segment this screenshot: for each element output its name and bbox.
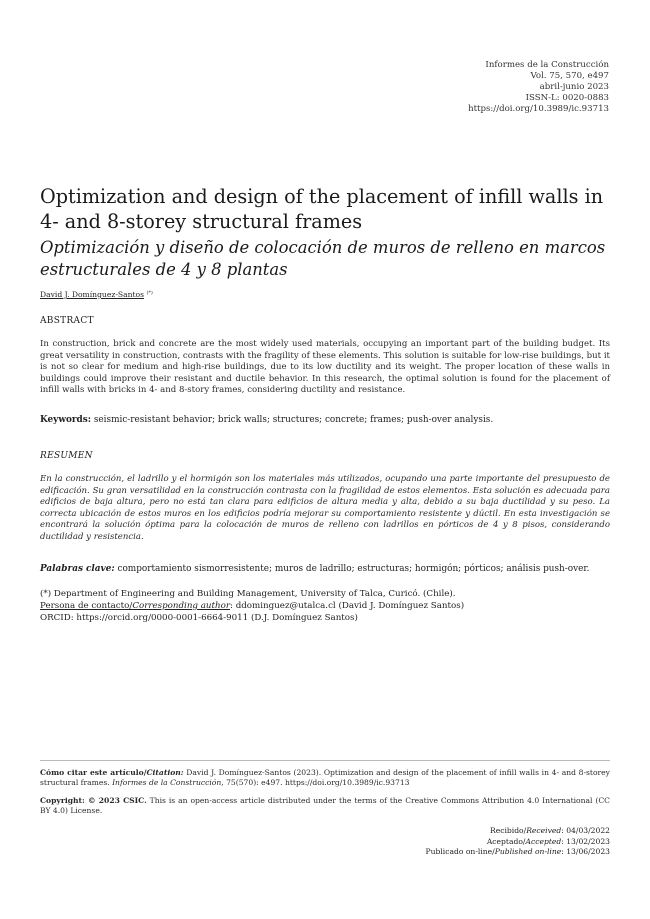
affiliation-dept: (*) Department of Engineering and Building Management, University of Talca, Curicó. (Chile). [40,589,456,599]
journal-period: abril-junio 2023 [539,82,609,92]
citation-block [40,768,610,789]
citation-label-en: Citation: [146,768,184,777]
contact-value: : ddominguez@utalca.cl (David J. Domínguez Santos) [230,600,465,611]
contact-label-es: Persona de contacto/ [40,600,133,611]
published-label: Publicado on-line/ [425,847,495,857]
contact-label-en: Corresponding author [132,600,230,611]
keywords-label: Keywords: [40,415,92,425]
published-date: : 13/06/2023 [561,847,610,857]
accepted-date: : 13/02/2023 [561,836,610,846]
received-label-en: Received [526,826,562,835]
author-name-link[interactable]: David J. Domínguez-Santos [40,290,145,299]
palabras-clave-line [40,563,610,575]
accepted-label-en: Accepted [525,836,562,846]
copyright-text: This is an open-access article distributed under the terms of the Creative Commons Attribution 4.0 International (CC BY 4.0) License. [40,796,610,816]
accepted-line [426,837,610,848]
journal-name: Informes de la Construcción [485,60,609,70]
citation-label-es: Cómo citar este artículo/ [40,768,147,777]
contact-line [40,601,610,613]
dates-block [426,826,610,858]
journal-volume: Vol. 75, 570, e497 [530,71,609,81]
journal-doi-link[interactable]: https://doi.org/10.3989/ic.93713 [468,104,609,114]
author-mark: (*) [146,290,153,296]
keywords-text: seismic-resistant behavior; brick walls; structures; concrete; frames; push-over analysis. [93,415,494,425]
title-english: Optimization and design of the placement of infill walls in 4- and 8-storey structural frames [40,185,604,233]
resumen-body: En la construcción, el ladrillo y el hormigón son los materiales más utilizados, ocupando una parte importante del presupuesto de edificación. Su gran versatilidad en la construcción contrasta con la fragilidad de estos elementos. Esta solución es adecuada para edificios de baja altura, pero no está tan clara para edificios de altura media y alta, debido a su baja ductilidad y su peso. La correcta ubicación de estos muros en los edificios podría mejorar su comportamiento resistente y dúctil. En esta investigación se encontrará la solución óptima para la colocación de muros de relleno con ladrillos en pórticos de 4 y 8 pisos, considerando ductilidad y resistencia. [40,474,610,542]
footer-divider [40,760,610,761]
published-label-en: Published on-line [494,847,562,857]
abstract-body: In construction, brick and concrete are the most widely used materials, occupying an important part of the building budget. Its great versatility in construction, contrasts with the fragility of these elements. This solution is suitable for low-rise buildings, but it is not so clear for medium and high-rise buildings, due to its low ductility and its weight. The proper location of these walls in buildings could improve their resistant and ductile behavior. In this research, the optimal solution is found for the placement of infill walls with bricks in 4- and 8-story frames, considering ductility and resistance. [40,339,610,396]
palabras-clave-label: Palabras clave: [40,564,115,574]
citation-tail: 75(570): e497. https://doi.org/10.3989/ic.93713 [226,778,410,788]
orcid-line[interactable]: ORCID: https://orcid.org/0000-0001-6664-9011 (D.J. Domínguez Santos) [40,612,358,623]
resumen-heading: RESUMEN [40,451,93,461]
palabras-clave-text: comportamiento sismorresistente; muros de ladrillo; estructuras; hormigón; pórticos; análisis push-over. [117,564,590,574]
received-date: : 04/03/2022 [561,826,610,835]
citation-journal: Informes de la Construcción, [112,778,224,788]
contact-label [40,601,230,611]
received-line [426,826,610,837]
accepted-label: Aceptado/ [486,836,526,846]
citation-label [40,768,184,777]
journal-issn: ISSN-L: 0020-0883 [525,93,609,103]
received-label: Recibido/ [490,826,527,835]
keywords-line [40,414,610,426]
copyright-block [40,796,610,817]
journal-info [468,60,609,115]
author-line [40,288,153,300]
published-line [426,847,610,858]
citation-text: David J. Domínguez-Santos (2023). Optimization and design of the placement of infill walls in 4- and 8-storey structural frames. [40,768,610,788]
title-spanish: Optimización y diseño de colocación de muros de relleno en marcos estructurales de 4 y 8 plantas [40,238,606,279]
copyright-label: Copyright: © 2023 CSIC. [40,796,147,805]
abstract-heading: ABSTRACT [40,316,94,326]
affiliation-block [40,589,610,624]
